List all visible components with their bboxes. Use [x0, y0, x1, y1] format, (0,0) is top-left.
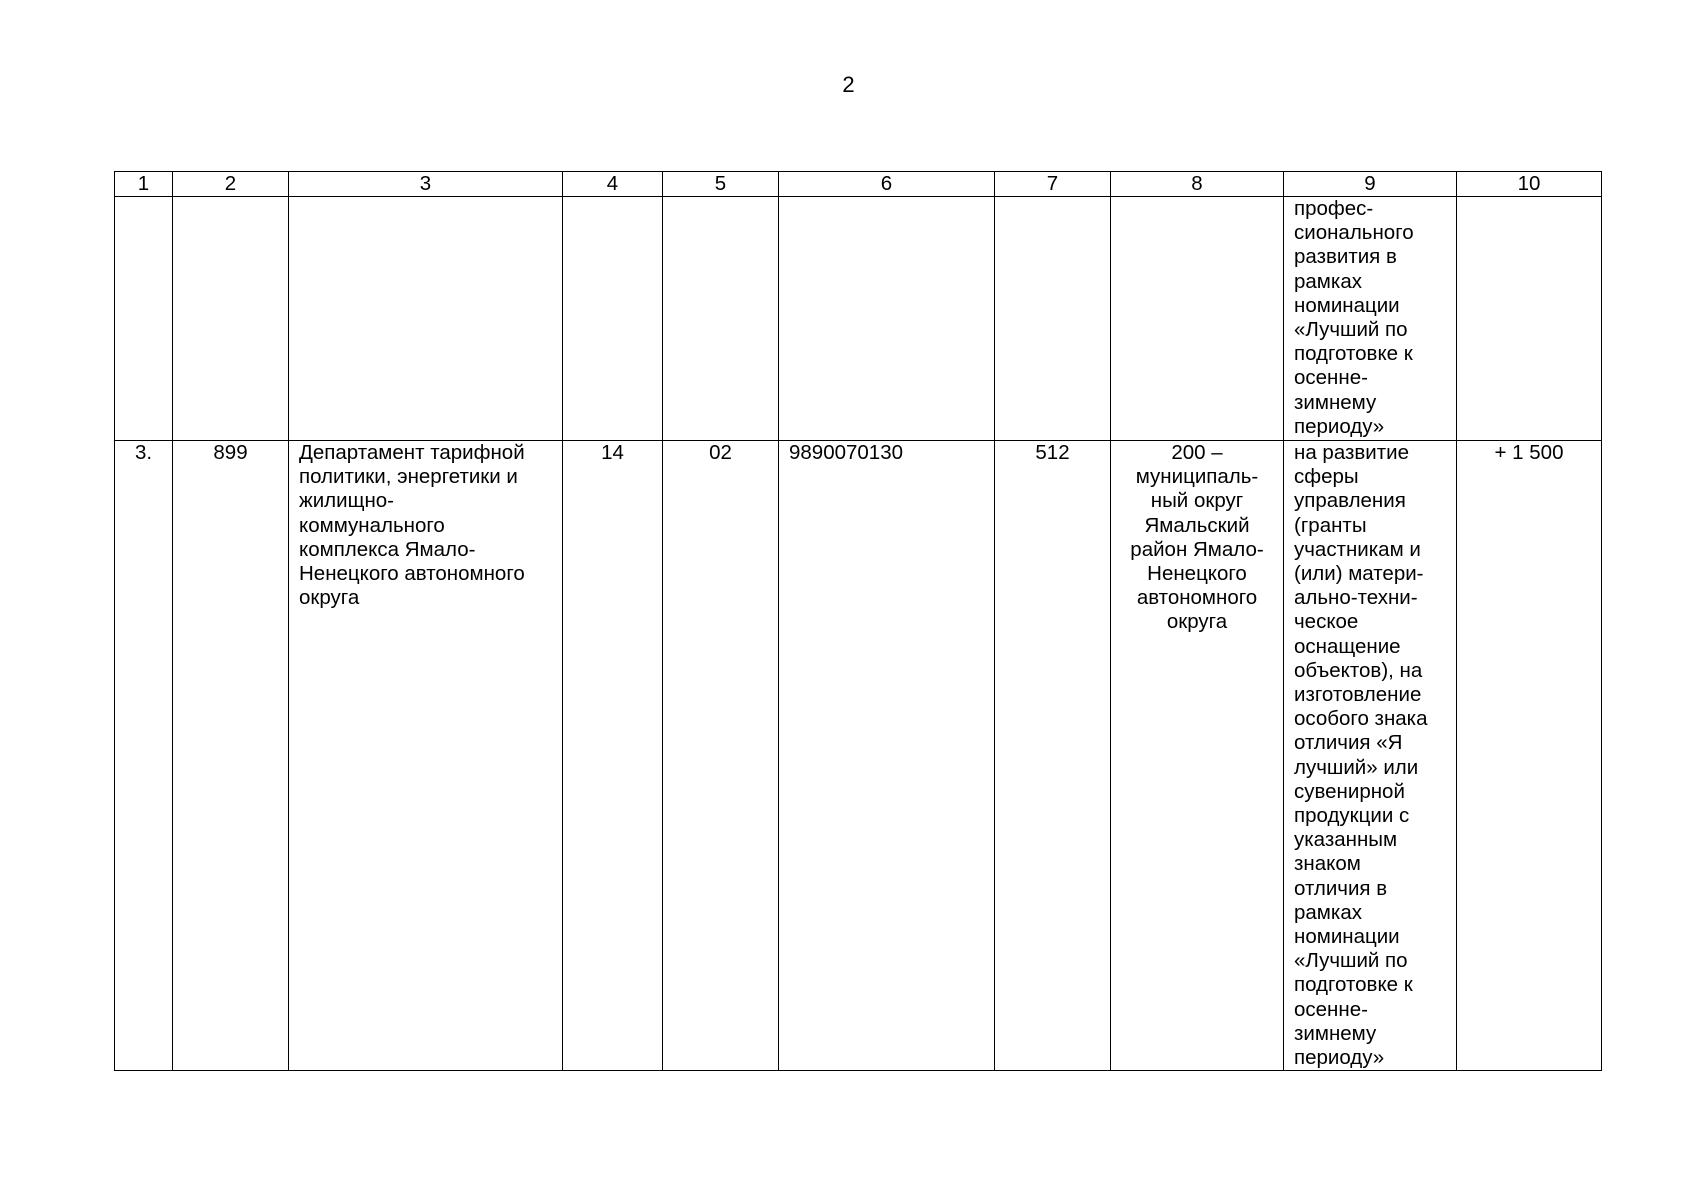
table-cell: [1111, 197, 1284, 441]
page-number: 2: [842, 72, 855, 97]
table-cell: [663, 197, 779, 441]
table-cell: [173, 197, 289, 441]
table-cell: [995, 197, 1111, 441]
table-cell: [289, 197, 563, 441]
table-cell: [115, 197, 173, 441]
table-cell: [779, 197, 995, 441]
column-header-10: 10: [1457, 172, 1602, 197]
header-row: [115, 172, 1602, 197]
municipality-cell: 200 – муниципаль- ный округ Ямальский район Ямало- Ненецкого автономного округа: [1111, 441, 1284, 1071]
purpose-cell-continued: профес- сионального развития в рамках номинации «Лучший по подготовке к осенне- зимнему периоду»: [1284, 197, 1457, 441]
table-cell: [1457, 197, 1602, 441]
section-cell: 14: [563, 441, 663, 1071]
column-header-3: 3: [289, 172, 563, 197]
target-article-cell: 9890070130: [779, 441, 995, 1071]
column-header-2: 2: [173, 172, 289, 197]
column-header-5: 5: [663, 172, 779, 197]
column-header-9: 9: [1284, 172, 1457, 197]
column-header-4: 4: [563, 172, 663, 197]
code-cell: 899: [173, 441, 289, 1071]
subsection-cell: 02: [663, 441, 779, 1071]
column-header-1: 1: [115, 172, 173, 197]
row-number-cell: 3.: [115, 441, 173, 1071]
table-cell: [563, 197, 663, 441]
amount-cell: + 1 500: [1457, 441, 1602, 1071]
department-cell: Департамент тарифной политики, энергетики и жилищно- коммунального комплекса Ямало- Ненецкого автономного округа: [289, 441, 563, 1071]
column-header-6: 6: [779, 172, 995, 197]
table-row-continuation: [115, 197, 1602, 441]
table-row-3: [115, 441, 1602, 1071]
purpose-cell: на развитие сферы управления (гранты участникам и (или) матери- ально-техни- ческое оснащение объектов), на изготовление особого знака отличия «Я лучший» или сувенирной продукции с указанным знаком отличия в рамках номинации «Лучший по подготовке к осенне- зимнему периоду»: [1284, 441, 1457, 1071]
column-header-8: 8: [1111, 172, 1284, 197]
column-header-7: 7: [995, 172, 1111, 197]
expense-type-cell: 512: [995, 441, 1111, 1071]
budget-table: [114, 171, 1602, 1071]
